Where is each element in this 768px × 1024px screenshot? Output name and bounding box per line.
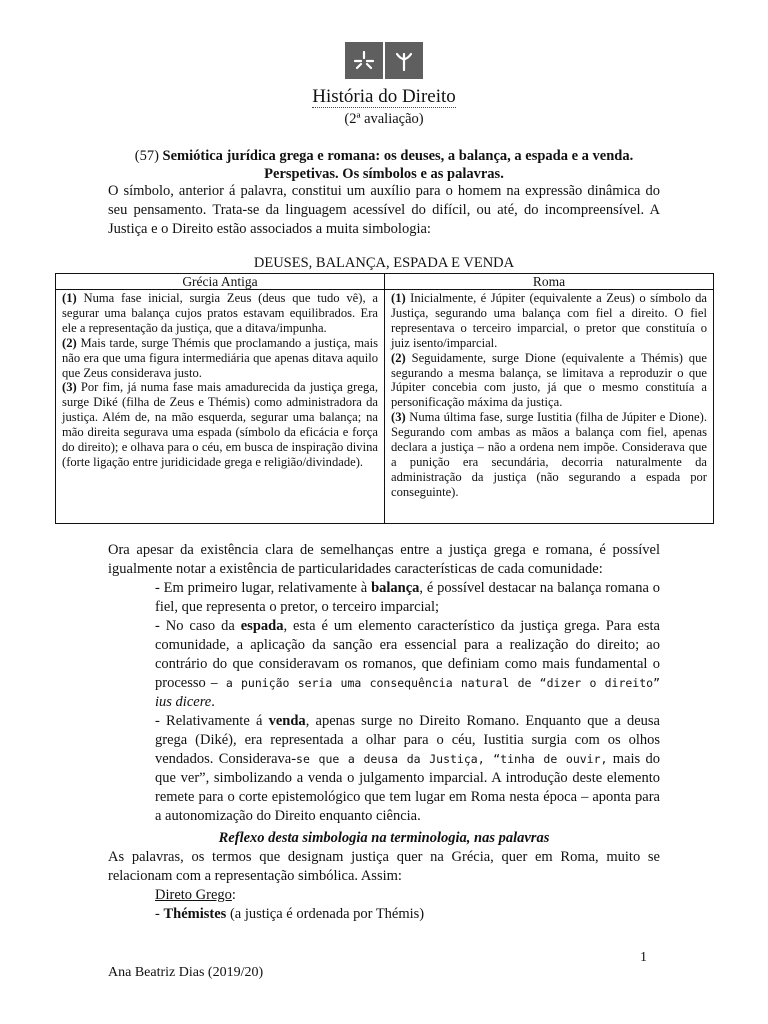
table-title: DEUSES, BALANÇA, ESPADA E VENDA bbox=[253, 255, 515, 271]
roma-cell bbox=[385, 290, 714, 524]
trident-icon bbox=[391, 48, 417, 74]
reflexo-heading: Reflexo desta simbologia na terminologia, nas palavras bbox=[218, 830, 550, 846]
grecia-item: (3) Por fim, já numa fase mais amadurecida da justiça grega, surge Diké (filha de Zeus e Thémis) como administradora da justiça. Além de, na mão esquerda, segurar uma balança; na mão direita segurava uma espada (símbolo da eficácia e força do direito); e olhava para o céu, em busca de inspiração divina (forte ligação entre juridicidade grega e religião/divindade). bbox=[62, 380, 378, 469]
document-title: História do Direito bbox=[312, 86, 456, 107]
balanca-paragraph: - Em primeiro lugar, relativamente à balança, é possível destacar na balança romana o fiel, que representa o pretor, o terceiro imparcial; bbox=[155, 580, 660, 615]
grecia-item: (2) Mais tarde, surge Thémis que proclamando a justiça, mais não era que uma figura intermediária que apenas ditava aquilo que Zeus considerava justo. bbox=[62, 335, 378, 380]
intro-paragraph: O símbolo, anterior á palavra, constitui um auxílio para o homem na expressão dinâmica do seu pensamento. Trata-se da linguagem acessível do difícil, ou até, do incompreensível. A Justiça e o Direito estão associados a muita simbologia: bbox=[108, 183, 660, 237]
reflexo-text: As palavras, os termos que designam justiça quer na Grécia, quer em Roma, muito se relacionam com a representação simbólica. Assim: bbox=[108, 849, 660, 884]
roma-item: (2) Seguidamente, surge Dione (equivalente a Thémis) que segurando a mesma balança, se limitava a reproduzir o que Júpiter concebia com justo, já que o mesmo constituía a personificação máxima da justiça. bbox=[391, 350, 707, 410]
logo-right-block bbox=[385, 42, 423, 79]
column-header-grecia: Grécia Antiga bbox=[56, 274, 385, 290]
reflexo-section bbox=[108, 829, 660, 924]
grecia-cell bbox=[56, 290, 385, 524]
roma-item: (3) Numa última fase, surge Iustitia (filha de Júpiter e Dione). Segurando com ambas as mãos a balança com fiel, apenas declara a justiça – não a ordena nem impõe. Considerava que a punição era secundária, decorria naturalmente da administração da justiça (não segurando a espada por conseguinte). bbox=[391, 410, 707, 499]
roma-item: (1) Inicialmente, é Júpiter (equivalente a Zeus) o símbolo da Justiça, segurando uma balança com fiel a direito. O fiel representava o terceiro imparcial, o pretor que constituía o juiz isento/imparcial. bbox=[391, 291, 707, 350]
logo-left-block bbox=[345, 42, 383, 79]
university-logo bbox=[345, 42, 423, 79]
page-number: 1 bbox=[640, 950, 647, 965]
section-title-line2: Perspetivas. Os símbolos e as palavras. bbox=[264, 166, 504, 182]
comparison-table bbox=[55, 273, 714, 524]
espada-paragraph: - No caso da espada, esta é um elemento característico da justiça grega. Para esta comunidade, a aplicação da sanção era essencial para a realização do direito; ao contrário do que consideravam os romanos, que definiam como mais fundamental o processo – a punição seria uma consequência natural de “dizer o direito” ius dicere. bbox=[155, 618, 660, 710]
comparison-intro: Ora apesar da existência clara de semelhanças entre a justiça grega e romana, é possível igualmente notar a existência de particularidades características de cada comunidade: bbox=[108, 542, 660, 577]
footer-author: Ana Beatriz Dias (2019/20) bbox=[108, 965, 264, 980]
section-heading bbox=[108, 147, 660, 183]
section-title-line1: Semiótica jurídica grega e romana: os deuses, a balança, a espada e a venda. bbox=[162, 148, 634, 164]
comparison-section bbox=[108, 541, 660, 826]
grecia-item: (1) Numa fase inicial, surgia Zeus (deus que tudo vê), a segurar uma balança cujos pratos estavam equilibrados. Era ele a representação da justiça, que a ditava/impunha. bbox=[62, 291, 378, 335]
document-subtitle: (2ª avaliação) bbox=[344, 111, 424, 127]
reflexo-subheading: Direto Grego: bbox=[155, 887, 236, 903]
asterisk-icon bbox=[351, 48, 377, 74]
venda-paragraph: - Relativamente á venda, apenas surge no Direito Romano. Enquanto que a deusa grega (Diké), era representada a olhar para o céu, Iustitia surgia com os olhos vendados. Considerava-se que a deusa da Justiça, “tinha de ouvir, mais do que ver”, simbolizando a venda o julgamento imparcial. A introdução deste elemento remete para o corte epistemológico que tem lugar em Roma nesta época – aponta para a autonomização do Direito enquanto ciência. bbox=[155, 713, 661, 824]
section-number: (57) bbox=[134, 148, 159, 164]
reflexo-item: - Thémistes (a justiça é ordenada por Thémis) bbox=[155, 906, 425, 922]
column-header-roma: Roma bbox=[385, 274, 714, 290]
